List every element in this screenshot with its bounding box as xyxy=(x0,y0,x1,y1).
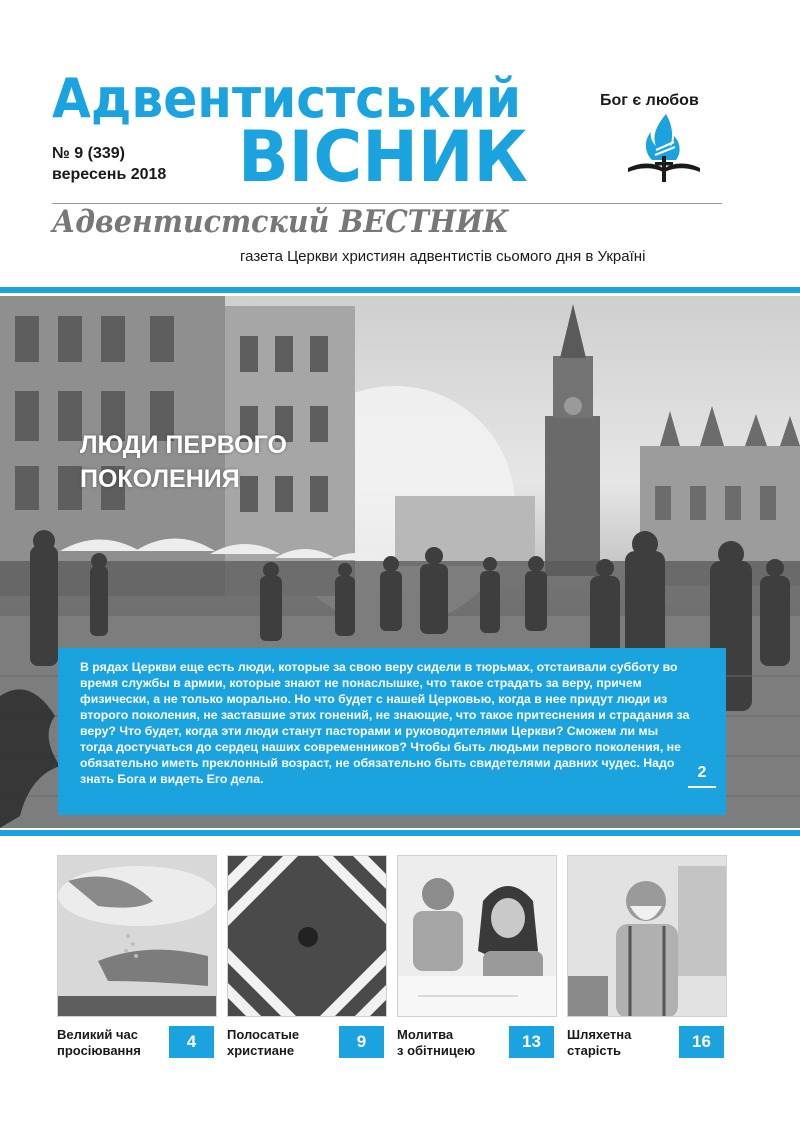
issue-number: № 9 (339) xyxy=(52,145,125,162)
masthead-subtitle: газета Церкви християн адвентистів сьомого дня в Україні xyxy=(240,248,646,265)
teaser-3-photo xyxy=(397,855,557,1017)
teaser-4-label-line1: Шляхетна xyxy=(567,1027,632,1042)
teaser-1-photo xyxy=(57,855,217,1017)
hero-headline-line2: ПОКОЛЕНИЯ xyxy=(80,465,240,493)
masthead-title-line2: ВІСНИК xyxy=(238,116,528,198)
teaser-2-label-line1: Полосатые xyxy=(227,1027,300,1042)
elderly-man-photo-illustration xyxy=(568,856,727,1017)
teaser-4-page[interactable]: 16 xyxy=(679,1026,724,1058)
teaser-1[interactable] xyxy=(57,855,217,1058)
teaser-2-label-line2: христиане xyxy=(227,1043,295,1058)
teaser-3-page[interactable]: 13 xyxy=(509,1026,554,1058)
teaser-4-label-line2: старість xyxy=(567,1043,621,1058)
hero-top-bar xyxy=(0,287,800,293)
masthead-title-line1: Адвентистський xyxy=(52,67,522,130)
students-writing-photo-illustration xyxy=(398,856,557,1017)
teaser-1-label-line2: просіювання xyxy=(57,1043,141,1058)
teaser-1-label xyxy=(57,1027,167,1059)
teaser-3-label-line2: з обітницею xyxy=(397,1043,476,1058)
motto: Бог є любов xyxy=(600,92,699,109)
teaser-2-photo xyxy=(227,855,387,1017)
hero-headline-line1: ЛЮДИ ПЕРВОГО xyxy=(80,431,287,459)
hero-lead-box xyxy=(58,648,726,815)
hero-lead-text: В рядах Церкви еще есть люди, которые за свою веру сидели в тюрьмах, отстаивали субботу во время службы в армии, которые знают не понаслышке, что такое страдать за веру, причем физически, а не только морально. Но что будет с нашей Церковью, когда в нее придут люди из второго поколения, не заставшие этих гонений, не знающие, что такое притеснения и страдания за веру? Что будет, когда эти люди станут пасторами и руководителями Церкви? Сможем ли мы тогда достучаться до сердец наших современников? Чтобы быть людьми первого поколения, не обязательно иметь преклонный возраст, не обязательно быть свидетелями давних чудес. Надо знать Бога и видеть Его дела. xyxy=(80,660,690,786)
hero-page-number[interactable]: 2 xyxy=(688,764,716,788)
masthead-title-ru: Адвентистский ВЕСТНИК xyxy=(52,204,509,240)
teaser-3-label xyxy=(397,1027,507,1059)
crosswalk-photo-illustration xyxy=(228,856,387,1017)
teaser-2-label xyxy=(227,1027,337,1059)
sda-church-logo-icon xyxy=(626,112,702,184)
teaser-4-photo xyxy=(567,855,727,1017)
teaser-3[interactable] xyxy=(397,855,557,1058)
teaser-2[interactable] xyxy=(227,855,387,1058)
hands-seeds-photo-illustration xyxy=(58,856,217,1017)
issue-date: вересень 2018 xyxy=(52,166,167,183)
teaser-2-page[interactable]: 9 xyxy=(339,1026,384,1058)
teaser-3-label-line1: Молитва xyxy=(397,1027,454,1042)
hero-headline xyxy=(80,428,287,496)
teaser-1-label-line1: Великий час xyxy=(57,1027,138,1042)
teaser-4-label xyxy=(567,1027,677,1059)
teaser-1-page[interactable]: 4 xyxy=(169,1026,214,1058)
teaser-4[interactable] xyxy=(567,855,727,1058)
hero-bottom-bar xyxy=(0,830,800,836)
